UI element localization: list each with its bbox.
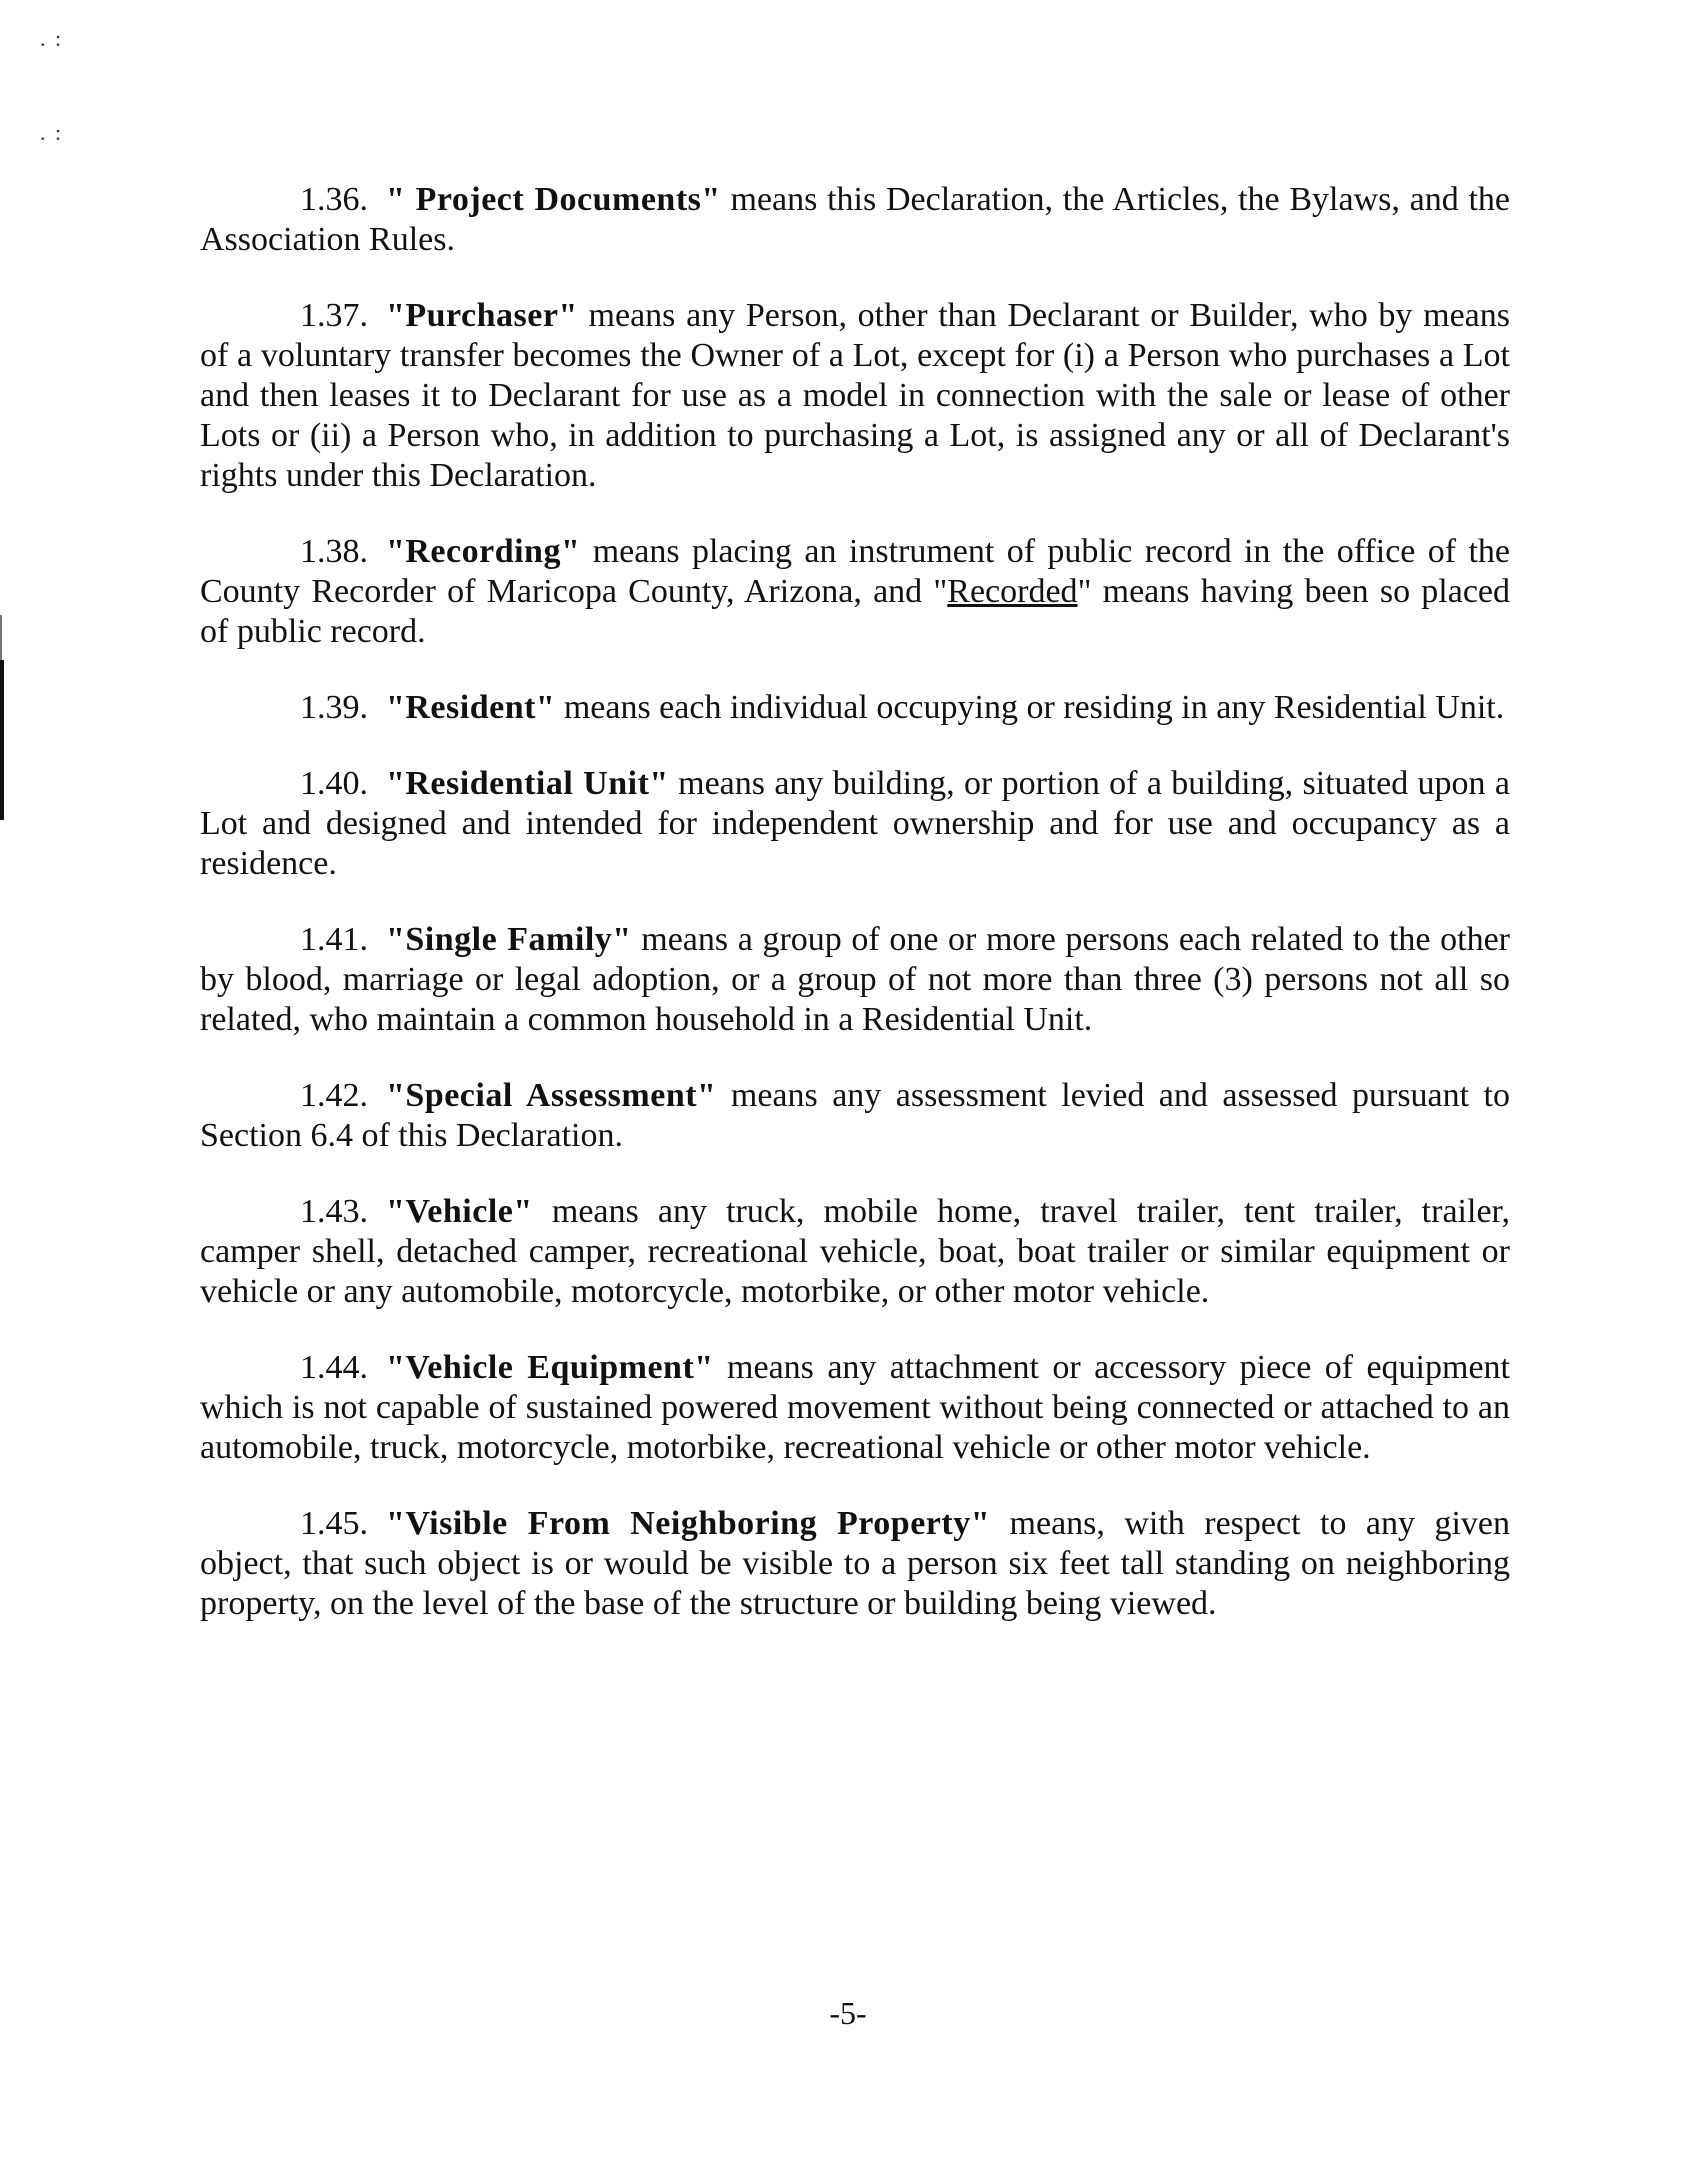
definition-text: means any building, or portion of a building, situated upon a Lot and designed and intended for independent ownership and for use and occupancy as a residence. [200, 765, 1510, 882]
definition-text: means this Declaration, the Articles, the Bylaws, and the Association Rules. [200, 181, 1510, 258]
section-number: 1.41. [300, 921, 368, 958]
section-1-41 [200, 920, 1510, 1040]
definition-text: means each individual occupying or residing in any Residential Unit. [555, 689, 1505, 726]
section-number: 1.36. [300, 181, 368, 218]
defined-term: "Vehicle" [386, 1193, 533, 1230]
definition-text: means any assessment levied and assessed pursuant to Section 6.4 of this Declaration. [200, 1077, 1510, 1154]
definition-text: means any truck, mobile home, travel trailer, tent trailer, trailer, camper shell, detached camper, recreational vehicle, boat, boat trailer or similar equipment or vehicle or any automobile, motorcycle, motorbike, or other motor vehicle. [200, 1193, 1510, 1310]
definition-text: means placing an instrument of public record in the office of the County Recorder of Maricopa County, Arizona, and " [200, 533, 1510, 610]
scan-artifact-top: . : [40, 26, 64, 51]
defined-term: "Vehicle Equipment" [386, 1349, 714, 1386]
section-1-42 [200, 1076, 1510, 1156]
defined-term: "Visible From Neighboring Property" [386, 1505, 991, 1542]
section-number: 1.45. [300, 1505, 368, 1542]
section-1-44 [200, 1348, 1510, 1468]
definition-text: means, with respect to any given object, that such object is or would be visible to a person six feet tall standing on neighboring property, on the level of the base of the structure or building being viewed. [200, 1505, 1510, 1622]
definition-text-continued: " means having been so placed of public record. [200, 573, 1510, 650]
section-number: 1.42. [300, 1077, 368, 1114]
defined-term: "Residential Unit" [386, 765, 669, 802]
section-1-43 [200, 1192, 1510, 1312]
definition-text: means a group of one or more persons each related to the other by blood, marriage or legal adoption, or a group of not more than three (3) persons not all so related, who maintain a common household in a Residential Unit. [200, 921, 1510, 1038]
defined-term: "Special Assessment" [386, 1077, 717, 1114]
document-body [200, 180, 1510, 1660]
defined-term: "Single Family" [386, 921, 632, 958]
section-number: 1.40. [300, 765, 368, 802]
defined-term: "Recording" [386, 533, 581, 570]
defined-term: "Purchaser" [386, 297, 578, 334]
section-number: 1.38. [300, 533, 368, 570]
section-1-36 [200, 180, 1510, 260]
section-1-38 [200, 532, 1510, 652]
section-1-39 [200, 688, 1510, 728]
page-number: -5- [829, 1995, 867, 2031]
section-1-45 [200, 1504, 1510, 1624]
section-number: 1.37. [300, 297, 368, 334]
defined-term: "Resident" [386, 689, 556, 726]
scan-edge-bar-dark [0, 660, 4, 820]
definition-text: means any attachment or accessory piece of equipment which is not capable of sustained powered movement without being connected or attached to an automobile, truck, motorcycle, motorbike, recreational vehicle or other motor vehicle. [200, 1349, 1510, 1466]
defined-term: " Project Documents" [386, 181, 721, 218]
underlined-term: Recorded [947, 573, 1078, 610]
section-number: 1.43. [300, 1193, 368, 1230]
definition-text: means any Person, other than Declarant or Builder, who by means of a voluntary transfer becomes the Owner of a Lot, except for (i) a Person who purchases a Lot and then leases it to Declarant for use as a model in connection with the sale or lease of other Lots or (ii) a Person who, in addition to purchasing a Lot, is assigned any or all of Declarant's rights under this Declaration. [200, 297, 1510, 494]
section-number: 1.44. [300, 1349, 368, 1386]
section-number: 1.39. [300, 689, 368, 726]
section-1-40 [200, 764, 1510, 884]
section-1-37 [200, 296, 1510, 496]
scan-artifact-second: . : [40, 120, 64, 145]
